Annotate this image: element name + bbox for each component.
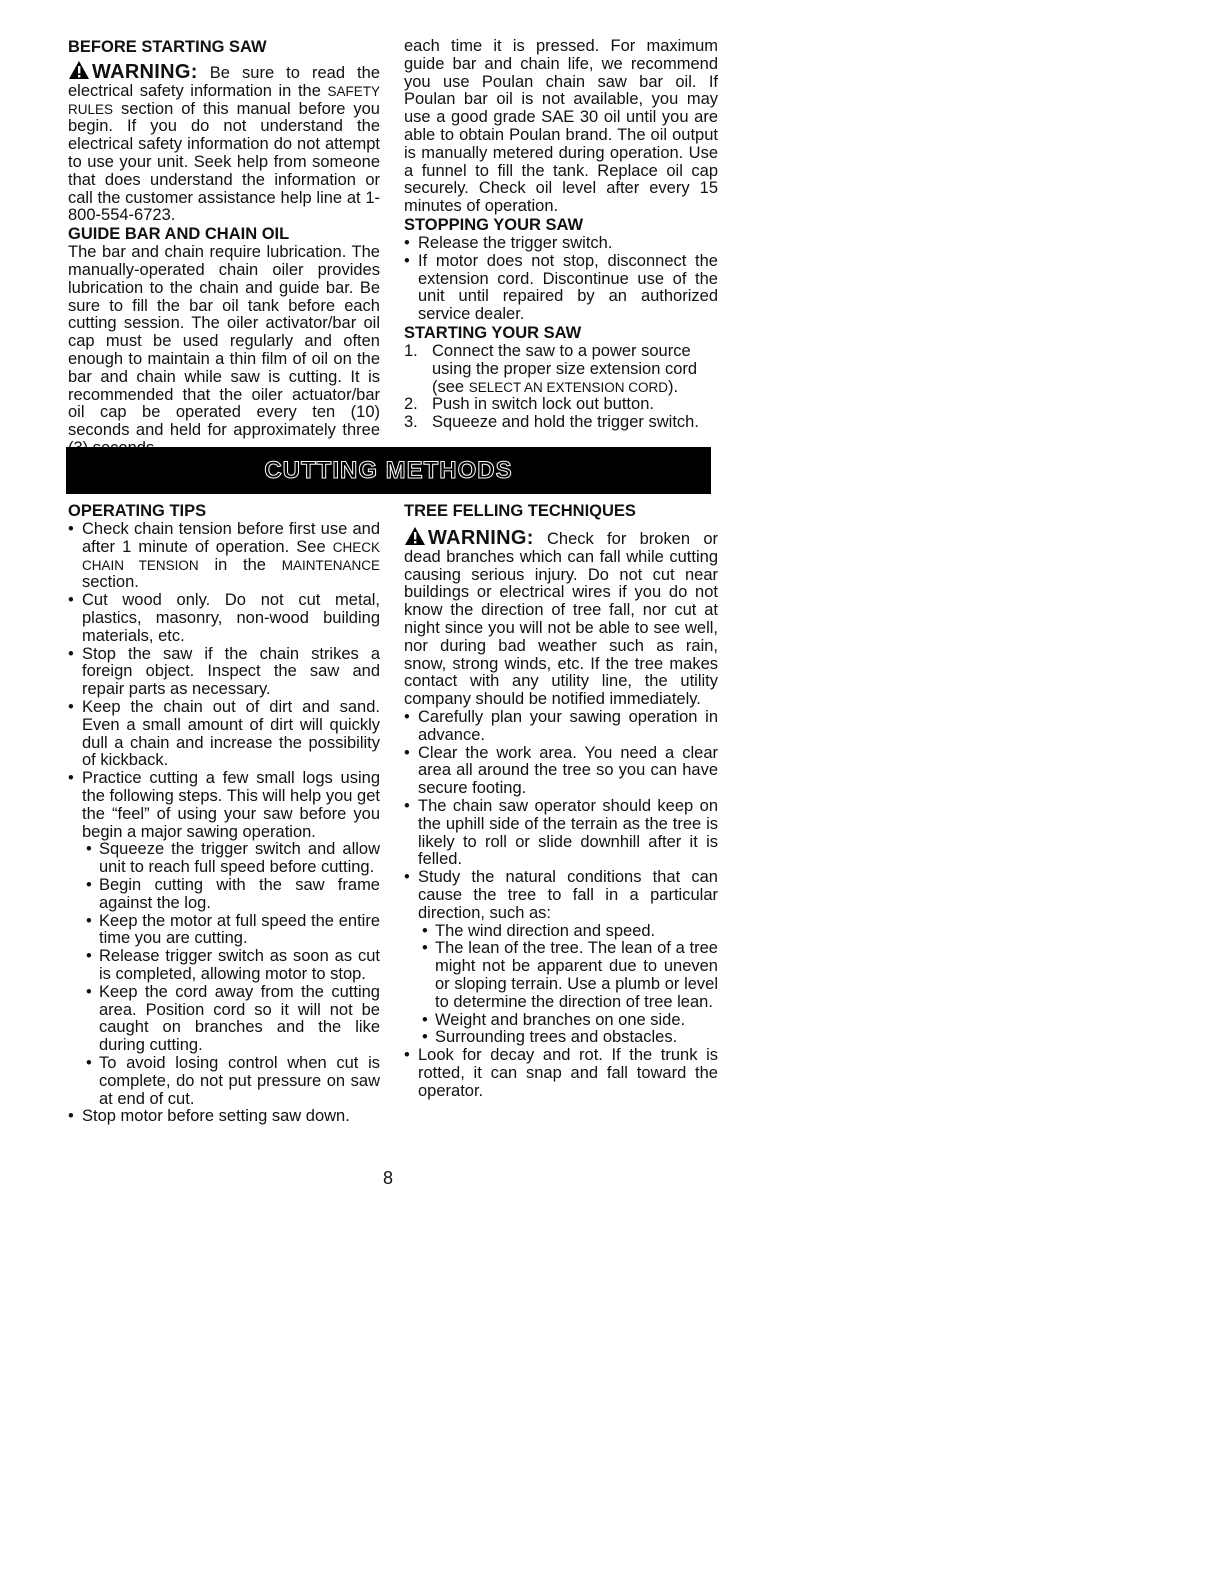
- warning-label: WARNING:: [92, 61, 198, 83]
- oil-paragraph-cont: each time it is pressed. For maximum guide bar and chain life, we recommend you use Poulan chain saw bar oil. If Poulan bar oil is not available, you may use a good grade SAE 30 oil until you are able to obtain Poulan brand. The oil output is manually metered during operation. Use a funnel to fill the tank. Replace oil cap securely. Check oil level after every 15 minutes of operation.: [404, 37, 718, 216]
- sub-list-item: • Begin cutting with the saw frame against the log.: [82, 877, 380, 913]
- list-item: • Release the trigger switch.: [404, 235, 718, 253]
- list-text: section.: [82, 573, 139, 592]
- sub-list-item: • Keep the cord away from the cutting area. Position cord so it will not be caught on branches and the like during cutting.: [82, 984, 380, 1055]
- chain-tension-ref: CHECK CHAIN TENSION: [82, 539, 380, 573]
- sub-list-item: • Squeeze the trigger switch and allow unit to reach full speed before cutting.: [82, 841, 380, 877]
- section-banner: [66, 447, 711, 494]
- sub-list-item: • To avoid losing control when cut is complete, do not put pressure on saw at end of cut.: [82, 1055, 380, 1108]
- extension-cord-ref: SELECT AN EXTENSION CORD: [468, 379, 668, 395]
- warning-paragraph: [404, 526, 718, 709]
- start-list: [404, 343, 718, 432]
- list-text: Connect the saw to a power source using the proper size extension cord (see: [432, 341, 698, 396]
- list-number: 2.: [404, 395, 418, 414]
- warning-icon: [404, 526, 426, 546]
- list-text: Practice cutting a few small logs using the following steps. This will help you get the “feel” of using your saw before you begin a major sawing operation.: [82, 769, 380, 841]
- stop-list: [404, 235, 718, 324]
- list-item: [404, 343, 718, 396]
- list-item: • Stop the saw if the chain strikes a foreign object. Inspect the saw and repair parts as necessary.: [68, 646, 380, 699]
- sub-list-item: • The lean of the tree. The lean of a tree might not be apparent due to uneven or sloping terrain. Use a plumb or level to determine the direction of tree lean.: [418, 940, 718, 1011]
- tree-felling-section: [404, 502, 718, 1101]
- list-item: • The chain saw operator should keep on the uphill side of the terrain as the tree is likely to roll or slide downhill after it is felled.: [404, 798, 718, 869]
- maintenance-ref: MAINTENANCE: [281, 557, 380, 573]
- sub-list-item: • The wind direction and speed.: [418, 923, 718, 941]
- list-text: Study the natural conditions that can cause the tree to fall in a particular direction, such as:: [418, 868, 718, 922]
- list-item: [404, 414, 718, 432]
- list-item: [404, 396, 718, 414]
- warning-text: Check for broken or dead branches which can fall while cutting causing serious injury. Do not cut near buildings or electrical wires if you do not know the direction of tree fall, nor cut at night since you will not be able to see well, nor during bad weather such as rain, snow, strong winds, etc. If the tree makes contact with any utility line, the utility company should be notified immediately.: [404, 530, 718, 709]
- list-item: • Cut wood only. Do not cut metal, plastics, masonry, non-wood building materials, etc.: [68, 592, 380, 645]
- list-text: in the: [214, 555, 266, 574]
- before-starting-section: [68, 38, 380, 458]
- section-heading: STOPPING YOUR SAW: [404, 215, 584, 234]
- list-item: [68, 770, 380, 1108]
- sub-list-item: • Release trigger switch as soon as cut is completed, allowing motor to stop.: [82, 948, 380, 984]
- list-item: • Clear the work area. You need a clear area all around the tree so you can have secure footing.: [404, 745, 718, 798]
- operating-tips-section: [68, 502, 380, 1126]
- section-heading: STARTING YOUR SAW: [404, 323, 582, 342]
- list-text: Check chain tension before first use and after 1 minute of operation. See: [82, 520, 380, 556]
- list-item: [404, 869, 718, 1047]
- list-text: Push in switch lock out button.: [432, 395, 654, 414]
- list-item: • Look for decay and rot. If the trunk is rotted, it can snap and fall toward the operator.: [404, 1047, 718, 1100]
- warning-paragraph: [68, 60, 380, 225]
- stopping-starting-section: [404, 38, 718, 432]
- list-item: • Carefully plan your sawing operation in advance.: [404, 709, 718, 745]
- section-heading: GUIDE BAR AND CHAIN OIL: [68, 225, 290, 244]
- list-text: ).: [668, 377, 679, 396]
- section-heading: OPERATING TIPS: [68, 502, 207, 520]
- sub-list-item: • Surrounding trees and obstacles.: [418, 1029, 718, 1047]
- oil-paragraph: The bar and chain require lubrication. The manually-operated chain oiler provides lubrication to the chain and guide bar. Be sure to fill the bar oil tank before each cutting session. The oiler activator/bar oil cap must be used regularly and often enough to maintain a thin film of oil on the bar and chain while saw is cutting. It is recommended that the oiler actuator/bar oil cap be operated every ten (10) seconds and held for approximately three: [68, 243, 380, 440]
- warning-text-cont: section of this manual before you begin. If you do not understand the electrical safety information do not attempt to use your unit. Seek help from someone that does understand the information or call the customer assistance help line at 1-800-554-6723.: [68, 99, 380, 225]
- list-number: 3.: [404, 413, 418, 432]
- list-item: [68, 521, 380, 592]
- sub-list: [418, 923, 718, 1048]
- list-item: • If motor does not stop, disconnect the extension cord. Discontinue use of the unit until repaired by an authorized service dealer.: [404, 253, 718, 324]
- list-item: • Keep the chain out of dirt and sand. Even a small amount of dirt will quickly dull a chain and increase the possibility of kickback.: [68, 699, 380, 770]
- tips-list: [68, 521, 380, 1126]
- warning-label: WARNING:: [428, 527, 534, 549]
- felling-list: [404, 709, 718, 1101]
- section-heading: BEFORE STARTING SAW: [68, 38, 267, 56]
- list-number: 1.: [404, 341, 418, 360]
- banner-title: CUTTING METHODS: [264, 456, 513, 484]
- sub-list-item: • Weight and branches on one side.: [418, 1012, 718, 1030]
- list-item: • Stop motor before setting saw down.: [68, 1108, 380, 1126]
- warning-text: Be sure to read the electrical safety information in the: [68, 64, 380, 100]
- section-heading: TREE FELLING TECHNIQUES: [404, 502, 636, 520]
- safety-rules-ref: SAFETY RULES: [68, 83, 380, 117]
- sub-list-item: • Keep the motor at full speed the entire time you are cutting.: [82, 913, 380, 949]
- sub-list: [82, 841, 380, 1108]
- page-number: 8: [383, 1168, 394, 1188]
- warning-icon: [68, 60, 90, 80]
- list-text: Squeeze and hold the trigger switch.: [432, 413, 699, 432]
